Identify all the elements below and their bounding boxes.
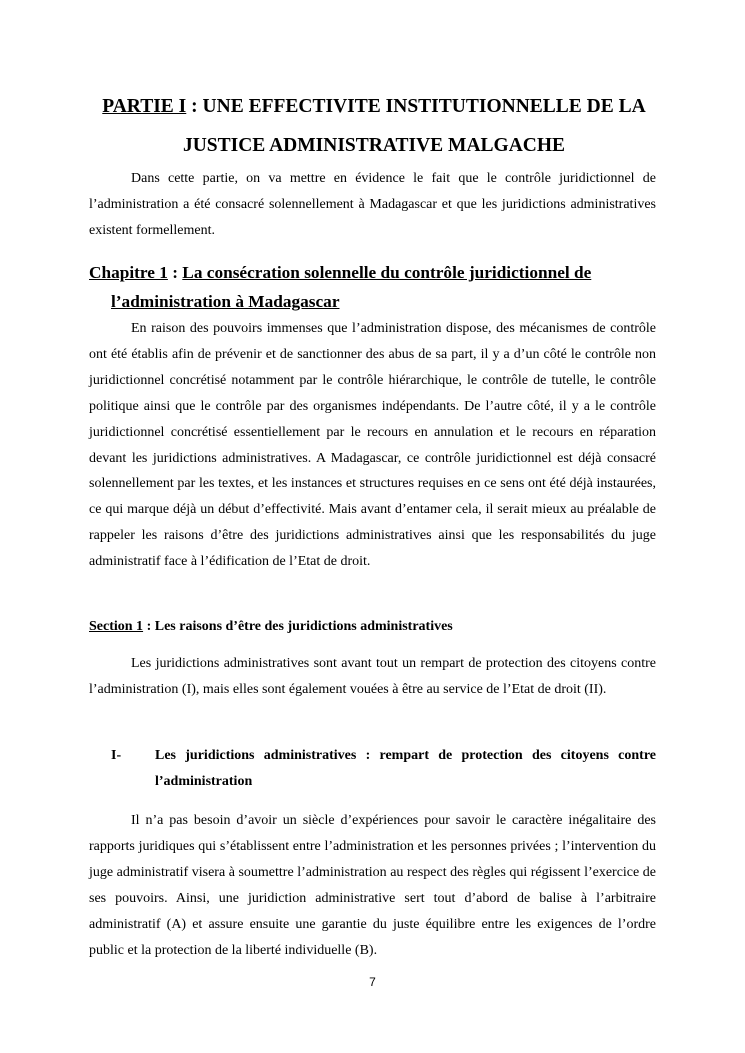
subsection-heading: Les juridictions administratives : rempart de protection des citoyens contre l’administration — [155, 748, 656, 789]
section-separator: : — [143, 619, 155, 634]
chapter-body-paragraph: En raison des pouvoirs immenses que l’administration dispose, des mécanismes de contrôle ont été établis afin de prévenir et de sanctionner des abus de sa part, il y a d’un côté le contrôle non juridictionnel concrétisé notamment par le contrôle hiérarchique, le contrôle de tutelle, le contrôle politique ainsi que le contrôle par des organismes indépendants. De l’autre côté, il y a le contrôle juridictionnel concrétisé essentiellement par le recours en annulation et le recours en réparation devant les juridictions administratives. A Madagascar, ce contrôle juridictionnel est déjà consacré solennellement par les textes, et les instances et structures requises en ce sens ont été déjà instaurées, ce qui marque déjà un début d’effectivité. Mais avant d’entamer cela, il serait mieux au préalable de rappeler les raisons d’être des juridictions administratives ainsi que les responsabilités du juge administratif face à l’édification de l’Etat de droit. — [89, 321, 656, 570]
chapter-title-text: La consécration solennelle du contrôle juridictionnel de l’administration à Madagascar — [111, 263, 592, 311]
section-heading — [89, 617, 656, 637]
part-title-text: UNE EFFECTIVITE INSTITUTIONNELLE DE LA JUSTICE ADMINISTRATIVE MALGACHE — [182, 96, 646, 156]
section-body-paragraph: Les juridictions administratives sont avant tout un rempart de protection des citoyens contre l’administration (I), mais elles sont également vouées à être au service de l’Etat de droit (II). — [89, 656, 656, 697]
part-label: PARTIE I — [102, 96, 187, 117]
chapter-separator: : — [167, 263, 183, 282]
section-label: Section 1 — [89, 619, 144, 634]
part-separator: : — [186, 96, 203, 117]
intro-paragraph: Dans cette partie, on va mettre en évidence le fait que le contrôle juridictionnel de l’administration a été consacré solennellement à Madagascar et que les juridictions administratives existent formellement. — [89, 171, 656, 238]
chapter-heading — [89, 258, 678, 316]
page-number: 7 — [369, 975, 376, 989]
section-title-text: Les raisons d’être des juridictions administratives — [154, 619, 453, 634]
subsection-body-paragraph: Il n’a pas besoin d’avoir un siècle d’expériences pour savoir le caractère inégalitaire des rapports juridiques qui s’établissent entre l’administration et les personnes privées ; l’intervention du juge administratif visera à soumettre l’administration au respect des règles qui régissent l’exercice de ses pouvoirs. Ainsi, une juridiction administrative sert tout d’abord de balise à l’arbitraire administratif (A) et assure ensuite une garantie du juste équilibre entre les exigences de l’ordre public et la protection de la liberté individuelle (B). — [89, 813, 656, 958]
chapter-label: Chapitre 1 — [89, 263, 168, 282]
part-heading — [90, 87, 658, 165]
subsection-number: I- — [111, 748, 122, 763]
